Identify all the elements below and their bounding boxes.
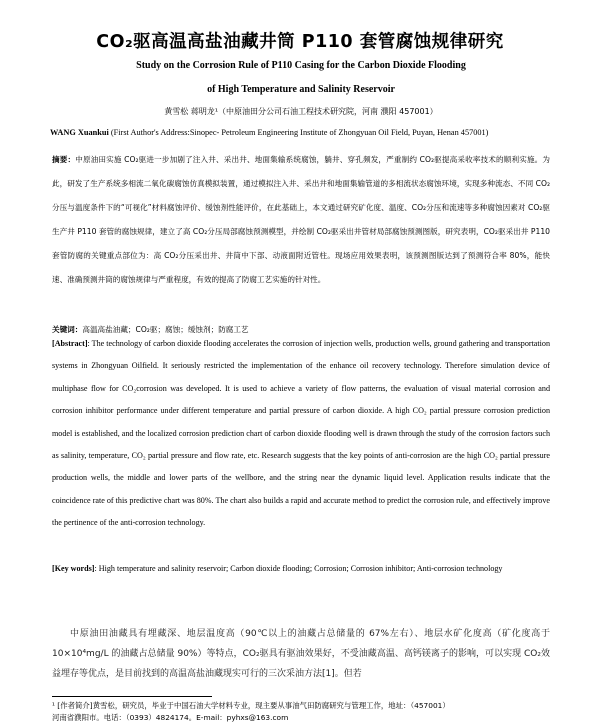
chinese-abstract-text: 中原油田实施 CO₂驱进一步加剧了注入井、采出井、地面集输系统腐蚀，躺井、穿孔频发，严重制约 CO₂驱提高采收率技术的顺利实施。为此，研发了生产系统多相流二氧化碳腐蚀仿真模拟装置，通过模拟注入井、采出井和地面集输管道的多相流状态腐蚀环境，实现多种流态、不同 CO₂分压与温度条件下的“可视化”材料腐蚀评价、缓蚀剂性能评价，在此基础上，本文通过研究矿化度、温度、CO₂分压和流速等多种腐蚀因素对 CO₂驱生产井 P110 套管的腐蚀规律，建立了高 CO₂分压局部腐蚀预测模型，并绘制 CO₂驱采出井管材局部腐蚀预测图版，研究表明，CO₂驱采出井 P110 套管防腐的关键重点部位为：高 CO₂分压采出井、井筒中下部、动液面附近管柱。现场应用效果表明，该预测图版达到了预测符合率 80%，能快速、准确预测井筒的腐蚀规律与严重程度，有效的提高了防腐工艺实施的针对性。 bbox=[52, 155, 551, 284]
english-abstract-text: : The technology of carbon dioxide flooding accelerates the corrosion of injection wells, production wells, ground gathering and transportation systems in Zhongyuan Oilfield. It seriously restricted the implementation of the enhance oil recovery technology. Therefore simulation device of multiphase flow for CO₂corrosion was developed. It is used to achieve a variety of flow patterns, the evaluation of visual material corrosion and corrosion inhibitor performance under different temperature and partial pressure of carbon dioxide. A high CO₂ partial pressure corrosion prediction model is established, and the localized corrosion prediction chart of carbon dioxide flooding well is drawn through the study of the corrosion factors such as salinity, temperature, CO₂ partial pressure and flow rate, etc. Research suggests that the key points of anti-corrosion are the high CO₂ partial pressure production wells, the middle and lower parts of the wellbore, and the string near the dynamic liquid level. Application results indicate that the coincidence rate of this predictive chart was 80%. The chart also builds a rapid and accurate method to predict the corrosion rule, and effectively improve the pertinence of the anti-corrosion technology. bbox=[52, 339, 550, 528]
english-abstract-label: [Abstract] bbox=[52, 339, 88, 348]
english-author-affiliation: (First Author's Address:Sinopec- Petroleum Engineering Institute of Zhongyuan Oil Field, Puyan, Henan 457001) bbox=[110, 128, 489, 137]
english-keywords-label: [Key words] bbox=[52, 564, 95, 573]
chinese-abstract bbox=[52, 148, 550, 318]
english-keywords-text: : High temperature and salinity reservoir; Carbon dioxide flooding; Corrosion; Corrosion inhibitor; Anti-corrosion technology bbox=[94, 564, 503, 573]
english-title-line-2: of High Temperature and Salinity Reservoir bbox=[207, 84, 395, 95]
english-author-line bbox=[50, 128, 560, 137]
english-author-name: WANG Xuankui bbox=[50, 128, 109, 137]
introduction-paragraph: 中原油田油藏具有埋藏深、地层温度高（90℃以上的油藏占总储量的 67%左右）、地层水矿化度高（矿化度高于 10×10⁴mg/L 的油藏占总储量 90%）等特点，CO₂驱具有驱油效果好，不受油藏高温、高钙镁离子的影响，可以实现 CO₂效益埋存等优点，是目前找到的高温高盐油藏现实可行的三次采油方法[1]。但若 bbox=[52, 629, 550, 679]
chinese-title: CO₂驱高温高盐油藏井筒 P110 套管腐蚀规律研究 bbox=[96, 32, 504, 52]
english-title-line-1: Study on the Corrosion Rule of P110 Casing for the Carbon Dioxide Flooding bbox=[136, 60, 466, 71]
chinese-keywords-label: 关键词： bbox=[52, 325, 83, 334]
footnote-divider bbox=[52, 696, 212, 697]
chinese-authors: 黄雪松 蒋明龙¹（中原油田分公司石油工程技术研究院，河南 濮阳 457001） bbox=[164, 107, 438, 116]
chinese-keywords-text: 高温高盐油藏；CO₂驱；腐蚀；缓蚀剂；防腐工艺 bbox=[82, 325, 249, 334]
author-footnote: ¹ [作者简介]黄雪松，研究员，毕业于中国石油大学材料专业，现主要从事油气田防腐研究与管理工作，地址：（457001） 河南省濮阳市。电话：（0393）4824174。E-mail：pyhxs@163.com bbox=[52, 701, 450, 722]
english-abstract bbox=[52, 333, 550, 558]
chinese-abstract-label: 摘要： bbox=[52, 155, 76, 164]
english-keywords bbox=[52, 558, 550, 602]
